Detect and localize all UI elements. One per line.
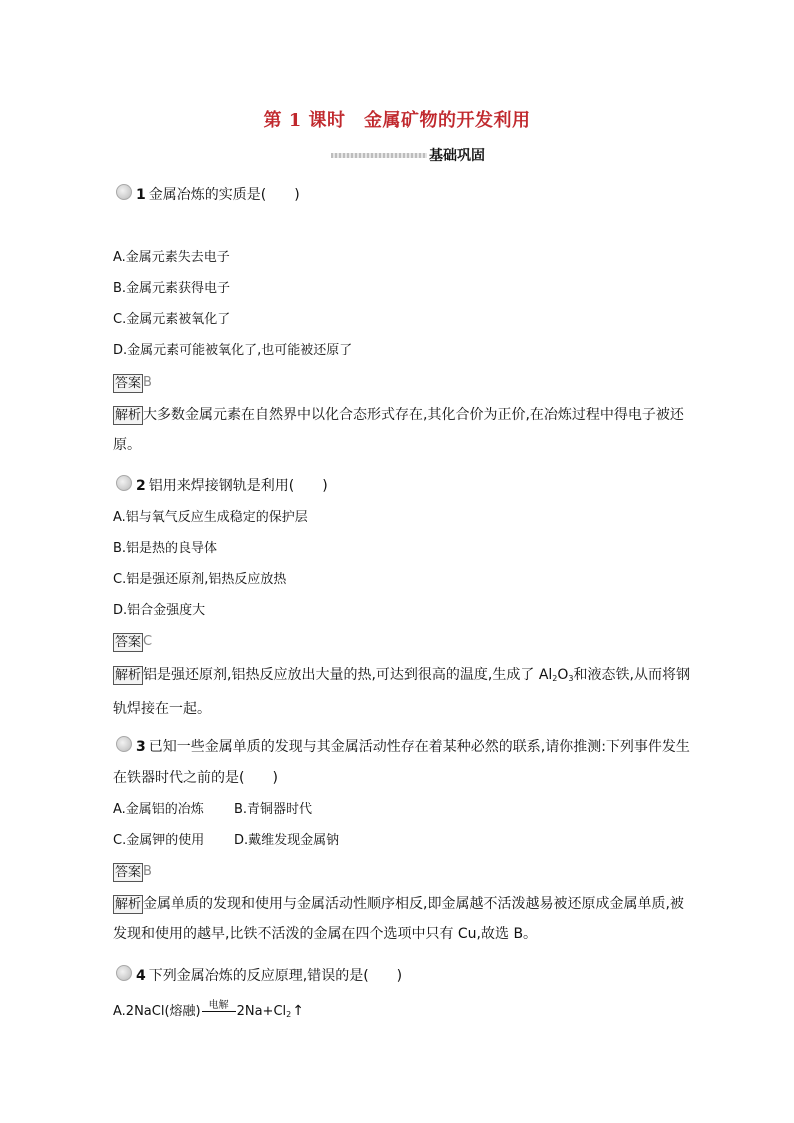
q3-answer: [113, 862, 152, 882]
analysis-tag: 解析: [115, 668, 142, 683]
q1-option-b: B.金属元素获得电子: [113, 281, 231, 296]
question-number: 2: [136, 478, 146, 494]
q1-option-c: C.金属元素被氧化了: [113, 312, 231, 327]
analysis-text-formula: O: [557, 667, 569, 683]
q3-options-row1: [113, 800, 312, 820]
analysis-tag: 解析: [115, 408, 142, 423]
q4-option-a: [113, 1000, 304, 1019]
q2-option-c: C.铝是强还原剂,铝热反应放热: [113, 572, 287, 587]
reaction-reactants: A.2NaCl(熔融): [113, 1004, 201, 1019]
answer-tag: 答案: [115, 864, 142, 880]
reaction-condition: 电解: [208, 1000, 229, 1011]
analysis-text-line1: 铝是强还原剂,铝热反应放出大量的热,可达到很高的温度,生成了 Al: [143, 667, 553, 683]
q1-option-a: A.金属元素失去电子: [113, 250, 230, 265]
question-4-stem: [116, 966, 402, 986]
q3-analysis: [113, 889, 703, 949]
question-3-stem-line2: 在铁器时代之前的是( ): [113, 770, 278, 786]
q2-analysis: [113, 660, 703, 724]
answer-value: C: [143, 634, 153, 649]
question-number: 1: [136, 187, 146, 203]
answer-value: B: [143, 864, 152, 879]
subscript: 3: [568, 674, 574, 683]
q3-option-b: B.青铜器时代: [234, 802, 313, 817]
question-1-stem: [116, 185, 300, 205]
question-text: 下列金属冶炼的反应原理,错误的是( ): [148, 968, 403, 984]
analysis-text-line1-end: 和液态铁,从而将钢: [573, 667, 690, 683]
bullet-circle-icon: [116, 736, 132, 752]
gas-up-arrow-icon: ↑: [292, 1003, 304, 1019]
q2-option-b: B.铝是热的良导体: [113, 541, 218, 556]
reaction-condition-arrow: [202, 1000, 236, 1019]
answer-tag: 答案: [115, 634, 142, 650]
question-text: 已知一些金属单质的发现与其金属活动性存在着某种必然的联系,请你推测:下列事件发生: [148, 739, 690, 755]
q1-analysis: [113, 400, 703, 460]
bullet-circle-icon: [116, 184, 132, 200]
q3-option-a: A.金属铝的冶炼: [113, 802, 204, 817]
analysis-text-line2: 原。: [113, 437, 141, 453]
subscript: 2: [286, 1010, 292, 1019]
analysis-text-line1: 大多数金属元素在自然界中以化合态形式存在,其化合价为正价,在冶炼过程中得电子被还: [143, 407, 684, 423]
equals-line: [202, 1011, 236, 1012]
question-number: 4: [136, 968, 146, 984]
answer-value: B: [143, 375, 152, 390]
analysis-tag: 解析: [115, 897, 142, 912]
bullet-circle-icon: [116, 965, 132, 981]
section-decor-bar: [331, 153, 427, 158]
answer-tag: 答案: [115, 375, 142, 391]
question-2-stem: [116, 476, 328, 496]
q2-answer: [113, 632, 152, 652]
bullet-circle-icon: [116, 475, 132, 491]
section-label: 基础巩固: [429, 148, 485, 164]
reaction-products: 2Na+Cl: [236, 1004, 287, 1019]
section-header: [331, 146, 485, 164]
q1-option-d: D.金属元素可能被氧化了,也可能被还原了: [113, 343, 353, 358]
q2-option-a: A.铝与氧气反应生成稳定的保护层: [113, 510, 308, 525]
subscript: 2: [552, 674, 558, 683]
analysis-text-line2: 轨焊接在一起。: [113, 701, 211, 717]
lesson-title: 第 1 课时 金属矿物的开发利用: [263, 110, 531, 131]
q1-answer: [113, 373, 152, 393]
analysis-text-line2: 发现和使用的越早,比铁不活泼的金属在四个选项中只有 Cu,故选 B。: [113, 926, 538, 942]
q3-option-d: D.戴维发现金属钠: [234, 833, 340, 848]
q2-option-d: D.铝合金强度大: [113, 603, 206, 618]
question-3-stem: [116, 737, 690, 757]
question-text: 铝用来焊接钢轨是利用( ): [148, 478, 328, 494]
question-number: 3: [136, 739, 146, 755]
q3-options-row2: [113, 831, 339, 851]
q3-option-c: C.金属钾的使用: [113, 833, 205, 848]
question-text: 金属冶炼的实质是( ): [148, 187, 300, 203]
analysis-text-line1: 金属单质的发现和使用与金属活动性顺序相反,即金属越不活泼越易被还原成金属单质,被: [143, 896, 684, 912]
